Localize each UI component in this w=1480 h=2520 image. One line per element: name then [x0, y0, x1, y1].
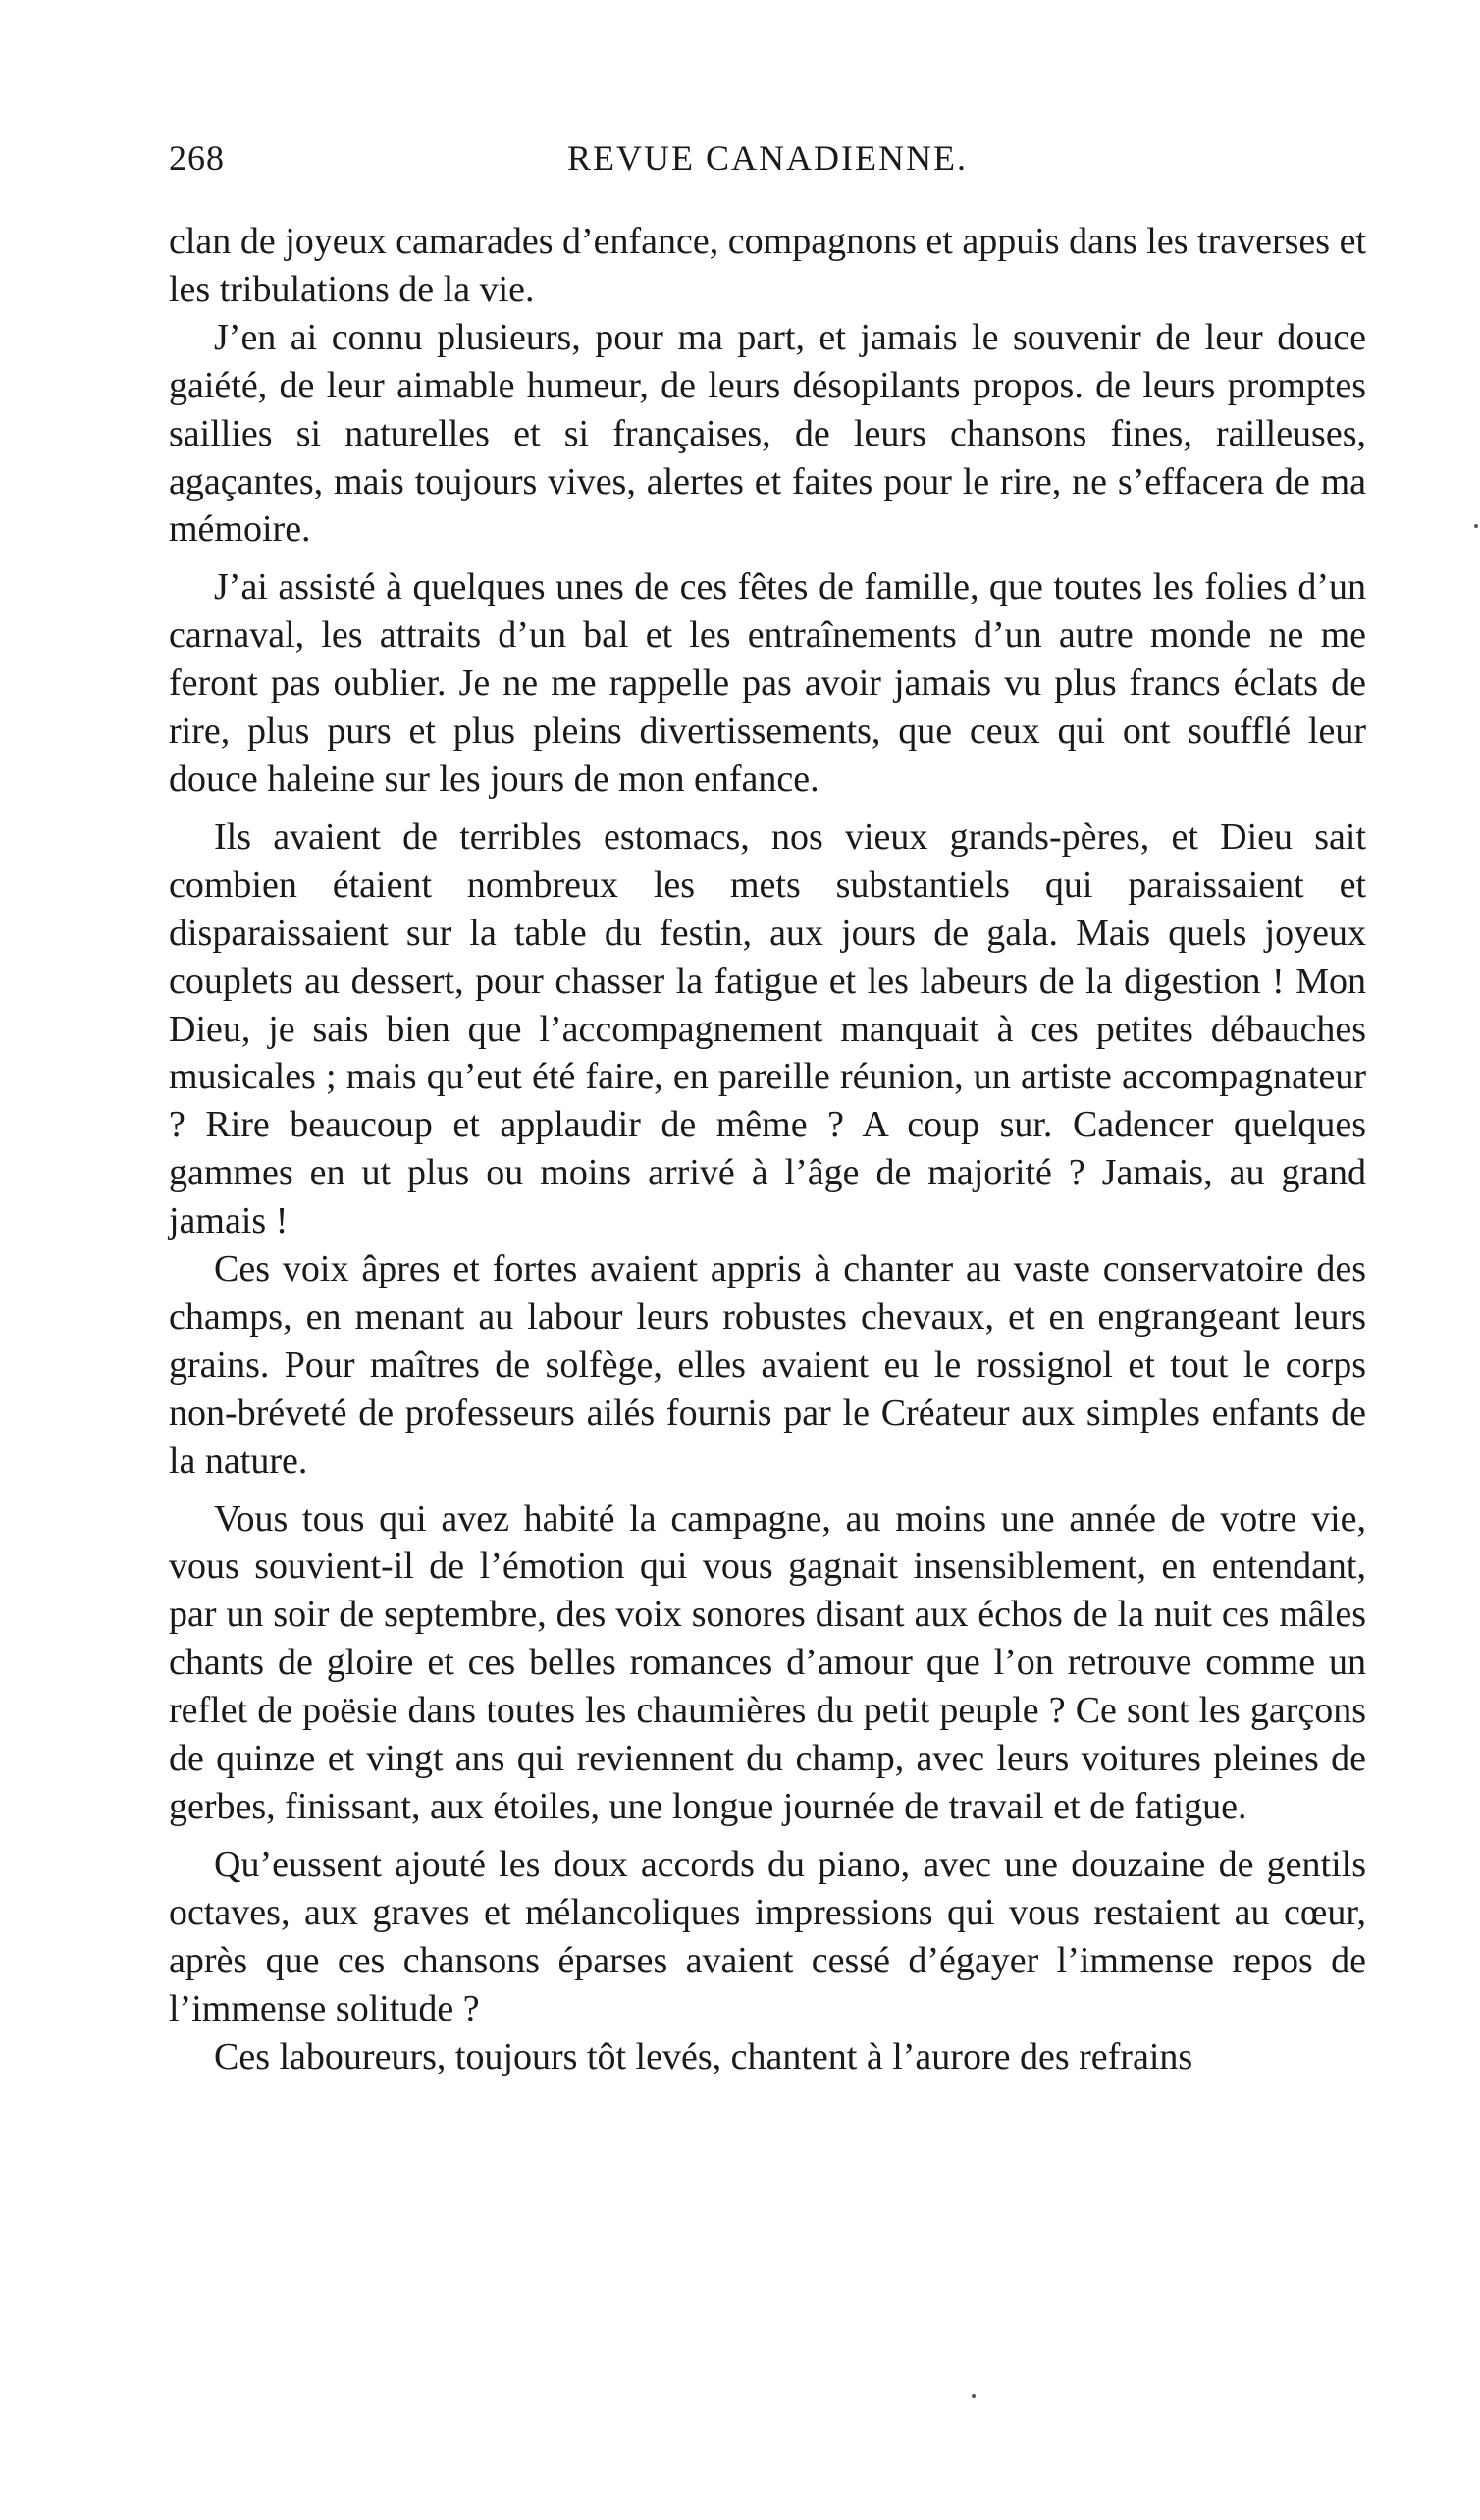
paragraph-1: clan de joyeux camarades d’enfance, compagnons et appuis dans les traverses et les tribulations de la vie.	[169, 221, 1366, 310]
paragraph-8: Ces laboureurs, toujours tôt levés, chantent à l’aurore des refrains	[214, 2035, 1193, 2077]
paragraph-3: J’ai assisté à quelques unes de ces fêtes de famille, que toutes les folies d’un carnaval, les attraits d’un bal et les entraînements d’un autre monde ne me feront pas oublier. Je ne me rappelle pas avoir jamais vu plus francs éclats de rire, plus purs et plus pleins divertissements, que ceux qui ont soufflé leur douce haleine sur les jours de mon enfance.	[169, 566, 1366, 800]
paragraph-5: Ces voix âpres et fortes avaient appris à chanter au vaste conservatoire des champs, en menant au labour leurs robustes chevaux, et en engrangeant leurs grains. Pour maîtres de solfège, elles avaient eu le rossignol et tout le corps non-bréveté de professeurs ailés fournis par le Créateur aux simples enfants de la nature.	[169, 1248, 1366, 1482]
paragraph-2: J’en ai connu plusieurs, pour ma part, et jamais le souvenir de leur douce gaiété, de leur aimable humeur, de leurs désopilants propos. de leurs promptes saillies si naturelles et si françaises, de leurs chansons fines, railleuses, agaçantes, mais toujours vives, alertes et faites pour le rire, ne s’effacera de ma mémoire.	[169, 316, 1366, 551]
paragraph-7: Qu’eussent ajouté les doux accords du piano, avec une douzaine de gentils octaves, aux graves et mélancoliques impressions qui vous restaient au cœur, après que ces chansons éparses avaient cessé d’égayer l’immense repos de l’immense solitude ?	[169, 1843, 1366, 2029]
page-number: 268	[169, 138, 225, 178]
ink-speck	[972, 2394, 976, 2398]
page-header	[169, 137, 1366, 196]
body-text	[169, 218, 1366, 2080]
running-title: REVUE CANADIENNE.	[567, 138, 968, 178]
ink-speck	[1474, 524, 1478, 528]
paragraph-6: Vous tous qui avez habité la campagne, au moins une année de votre vie, vous souvient-il de l’émotion qui vous gagnait insensiblement, en entendant, par un soir de septembre, des voix sonores disant aux échos de la nuit ces mâles chants de gloire et ces belles romances d’amour que l’on retrouve comme un reflet de poësie dans toutes les chaumières du petit peuple ? Ce sont les garçons de quinze et vingt ans qui reviennent du champ, avec leurs voitures pleines de gerbes, finissant, aux étoiles, une longue journée de travail et de fatigue.	[169, 1497, 1366, 1827]
paragraph-4: Ils avaient de terribles estomacs, nos vieux grands-pères, et Dieu sait combien étaient nombreux les mets substantiels qui paraissaient et disparaissaient sur la table du festin, aux jours de gala. Mais quels joyeux couplets au dessert, pour chasser la fatigue et les labeurs de la digestion ! Mon Dieu, je sais bien que l’accompagnement manquait à ces petites débauches musicales ; mais qu’eut été faire, en pareille réunion, un artiste accompagnateur ? Rire beaucoup et applaudir de même ? A coup sur. Cadencer quelques gammes en ut plus ou moins arrivé à l’âge de majorité ? Jamais, au grand jamais !	[169, 815, 1366, 1242]
